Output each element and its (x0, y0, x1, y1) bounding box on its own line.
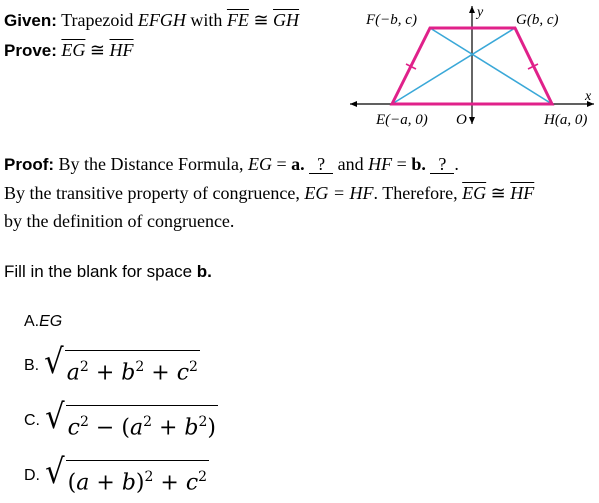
given-statement (4, 8, 299, 33)
proof-line-3: by the definition of congruence. (4, 211, 235, 231)
x-axis-arrow-left (350, 101, 357, 107)
proof-label: Proof: (4, 155, 55, 174)
given-label: Given: (4, 11, 57, 30)
label-x-axis: x (585, 89, 592, 104)
segment-fe: $\overline{FE}$ (226, 10, 249, 30)
radical-sign-icon: √ (44, 342, 64, 382)
y-axis-arrow-up (469, 6, 475, 13)
option-b-expression: √ $a^2 + b^2 + c^2$ (44, 342, 198, 386)
label-e: E(−a, 0) (376, 112, 428, 128)
option-d-letter: D. (24, 466, 40, 484)
option-a[interactable] (24, 313, 62, 331)
option-a-letter: A. (24, 313, 40, 330)
option-c[interactable] (24, 397, 218, 442)
proof-line-2: By the transitive property of congruence, EG = HF. Therefore, $\overline{EG}$ ≅ $\overline{HF}$ (4, 183, 535, 203)
blank-b: ? (430, 155, 454, 174)
question-prompt: Fill in the blank for space b. (4, 262, 212, 281)
option-d-expression: √ $(a + b)^2 + c^2$ (45, 452, 208, 496)
y-axis-arrow-down (469, 117, 475, 124)
option-b-letter: B. (24, 356, 40, 374)
segment-gh: $\overline{GH}$ (273, 10, 300, 30)
prove-text: $\overline{EG}$ ≅ $\overline{HF}$ (61, 40, 134, 60)
proof-line-1: Proof: By the Distance Formula, EG = a. ? and HF = b. ? . (4, 154, 459, 174)
proof-paragraph (4, 150, 594, 235)
option-b[interactable] (24, 342, 200, 387)
trapezoid-figure (344, 0, 599, 135)
option-a-text: EG (39, 313, 63, 330)
label-y-axis: y (477, 5, 484, 20)
option-d[interactable] (24, 452, 209, 497)
prove-statement (4, 38, 134, 63)
segment-hf: $\overline{HF}$ (109, 40, 134, 60)
option-c-letter: C. (24, 411, 40, 429)
blank-a: ? (309, 155, 333, 174)
label-h: H(a, 0) (544, 112, 588, 128)
segment-eg: $\overline{EG}$ (61, 40, 86, 60)
label-g: G(b, c) (516, 12, 559, 28)
given-text: Trapezoid EFGH with $\overline{FE}$ ≅ $\overline{GH}$ (61, 10, 300, 30)
radical-sign-icon: √ (45, 397, 65, 437)
label-origin: O (456, 112, 467, 128)
prove-label: Prove: (4, 41, 57, 60)
option-c-expression: √ $c^2 - (a^2 + b^2)$ (45, 397, 217, 441)
label-f: F(−b, c) (366, 12, 417, 28)
radical-sign-icon: √ (45, 452, 65, 492)
